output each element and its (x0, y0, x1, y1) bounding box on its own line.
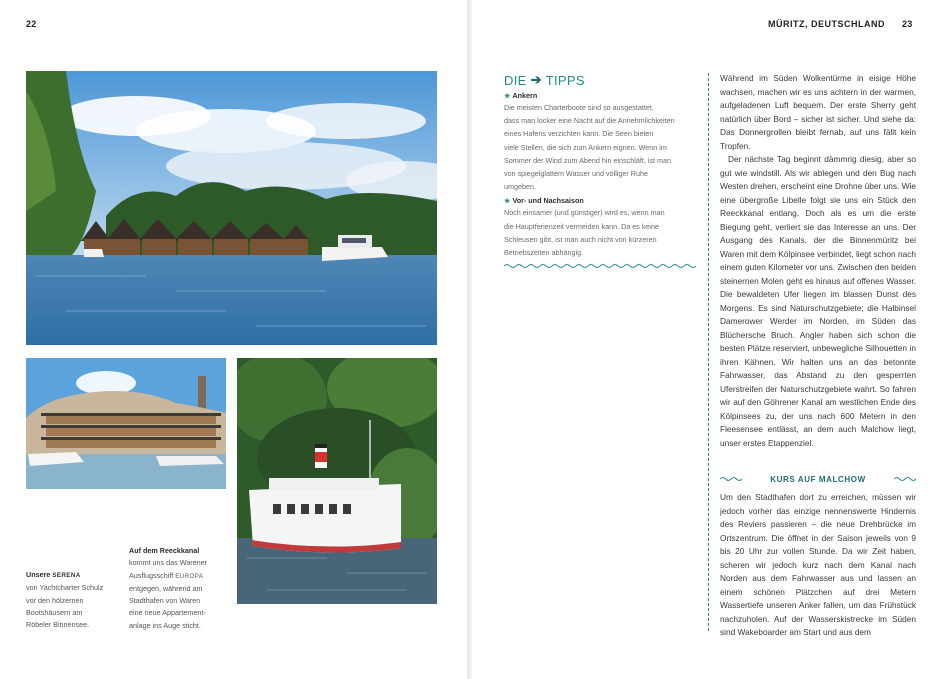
body-text-part-1 (720, 72, 916, 468)
caption-line: Röbeler Binnensee. (26, 620, 90, 630)
tip-title-vorsaison: ★ Vor- und Nachsaison (504, 196, 584, 206)
caption-line: anlage ins Auge sticht. (129, 620, 201, 630)
caption-reeckkanal (129, 545, 233, 632)
photo-excursion-ship (237, 358, 437, 604)
paragraph: Um den Stadthafen dort zu erreichen, müssen wir jedoch vorher das einzige nennenswerte Hindernis des Reviers passieren – die neue Drehbrücke im Ortszentrum. Die öffnet in der Saison jeweils von 9 bis 20 Uhr zur vollen Stunde. Da wir Zeit haben, scheren wir jedoch kurz nach dem Kanal nach Norden aus dem Fahrwasser aus und lassen an einem schönen Plätzchen auf drei Metern Wassertiefe unseren Anker fallen, um das Frühstück nachzuholen. Auf der Wasserskistrecke im Süden sind Wakeboarder am Start und aus dem (720, 492, 916, 637)
tips-box (504, 72, 700, 259)
page-number-left: 22 (26, 19, 37, 29)
caption-reeckkanal-title: Auf dem Reeckkanal (129, 546, 200, 555)
caption-line: Bootshäusern am (26, 607, 83, 617)
arrow-right-icon: ➔ (530, 72, 542, 87)
wave-ornament-icon (894, 476, 916, 482)
wave-ornament-icon (720, 476, 742, 482)
tip-title-ankern: ★ Ankern (504, 91, 538, 100)
paragraph: Der nächste Tag beginnt dämmrig diesig, aber so gut wie windstill. Als wir ablegen und den Bug nach Westen drehen, erscheint eine Drohne über uns. Wie eine übergroße Libelle folgt sie uns ein Stück den Reeckkanal entlang. Doch als es um die erste Biegung geht, verliert sie das Interesse an uns. Der Ausgang des Kanals, der die Binnenmüritz bei Waren mit dem Kölpinsee verbindet, liegt schon nach einem guten Kilometer vor uns. Zwischen den beiden steinernen Molen geht es hinaus auf offenes Wasser. Die bewaldeten Ufer liegen im blassen Dunst des Morgens. Es sind Naturschutzgebiete; die Halbinsel Damerower Werder im Norden, im Süden das Blüchersche Bruch. Angler haben sich schon die besten Plätze reserviert, unbewegliche Silhouetten in ihren Kähnen. Wir halten uns an das betonnte Fahrwasser, das Abstand zu den gesperrten Uferstreifen der Naturschutzgebiete wahrt. So fahren wir auf den Göhrener Kanal am westlichen Ende des Kölpinsees zu, der uns nach 600 Metern in den Fleesensee entlässt, an dem auch Malchow liegt, unser erstes Etappenziel. (720, 154, 916, 448)
star-icon: ★ (504, 196, 511, 206)
star-icon: ★ (504, 91, 511, 100)
tip-text-vorsaison: Noch einsamer (und günstiger) wird es, wenn man die Hauptferienzeit vermeiden kann. Da es keine Schleusen gibt, ist man auch nicht von kürzeren Betriebszeiten abhängig. (504, 208, 665, 258)
body-text-part-2 (720, 491, 916, 641)
tips-heading: DIE ➔ TIPPS (504, 72, 585, 88)
page-number-right: 23 (902, 19, 913, 29)
running-head: MÜRITZ, DEUTSCHLAND (768, 19, 885, 29)
photo-marina-appartments (26, 358, 226, 489)
caption-serena (26, 569, 126, 631)
caption-line: von Yachtcharter Schulz (26, 583, 104, 593)
caption-line: vor den hölzernen (26, 595, 84, 605)
wavy-column-rule (708, 73, 709, 633)
paragraph: Während im Süden Wolkentürme in eisige Höhe wachsen, machen wir es uns achtern in der warmen, aufgeladenen Luft bequem. Der erste Sherry geht natürlich über Bord – sicher ist sicher. Und siehe da: Das Donnergrollen bleibt fernab, auf uns fällt kein Tropfen. (720, 73, 916, 151)
tip-text-ankern: Die meisten Charterboote sind so ausgestattet, dass man locker eine Nacht auf die Annehmlichkeiten eines Hafens verzichten kann. Die Seen bieten viele Stellen, die sich zum Ankern eignen. Wenn im Sommer der Wind zum Abend hin einschläft, ist man von spiegelglattem Wasser und völliger Ruhe umgeben. (504, 103, 675, 192)
caption-serena-title: Unsere SERENA (26, 570, 81, 579)
caption-line: entgegen, während am (129, 583, 203, 593)
subheading: KURS AUF MALCHOW (770, 474, 866, 484)
caption-line: kommt uns das Warener (129, 558, 208, 568)
caption-line: eine neue Appartement- (129, 608, 206, 618)
subheading-row (720, 472, 916, 486)
caption-line: Ausflugsschiff EUROPA (129, 570, 204, 580)
caption-line: Stadthafen von Waren (129, 596, 201, 606)
photo-boathouses-lake (26, 71, 437, 345)
wave-divider (504, 262, 697, 270)
